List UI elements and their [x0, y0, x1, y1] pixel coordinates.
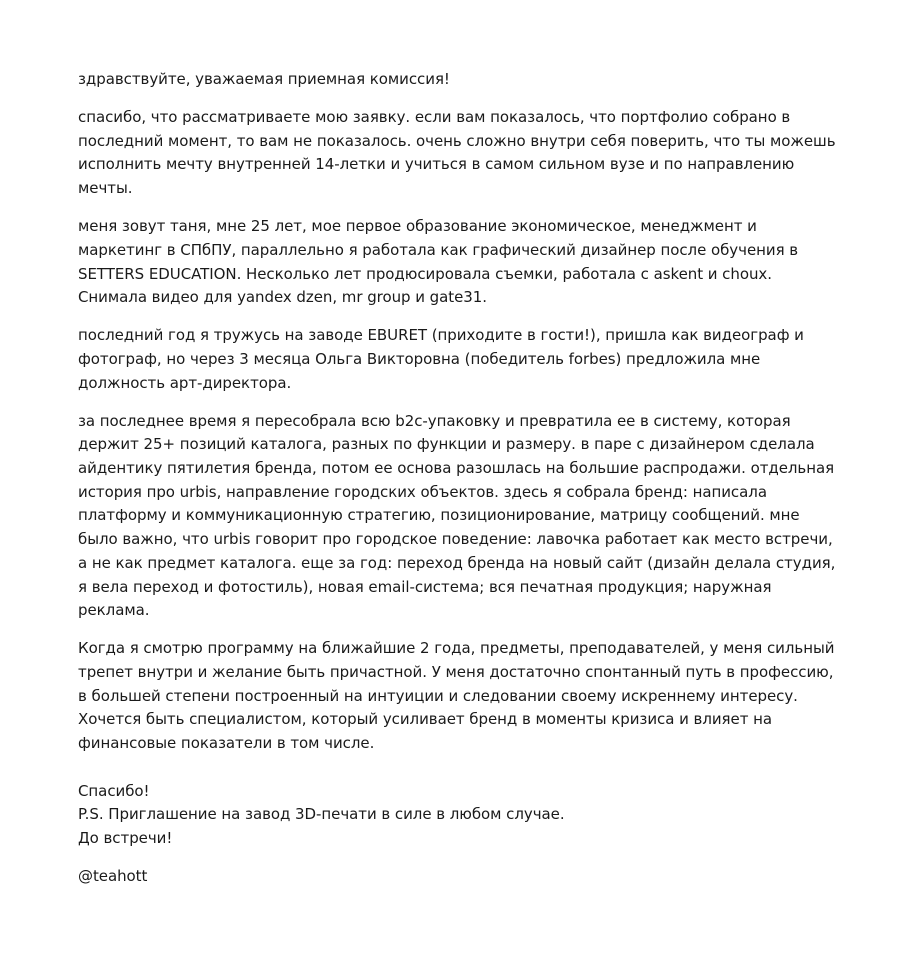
letter-signature: @teahott: [78, 866, 148, 885]
letter-paragraph: Когда я смотрю программу на ближайшие 2 года, предметы, преподавателей, у меня сильный трепет внутри и желание быть причастной. У меня достаточно спонтанный путь в профессию, в большей степени построенный на интуиции и следовании своему искреннему интересу. Хочется быть специалистом, который усиливает бренд в моменты кризиса и влияет на финансовые показатели в том числе.: [78, 639, 835, 753]
letter-paragraph: последний год я тружусь на заводе EBURET (приходите в гости!), пришла как видеограф и фотограф, но через 3 месяца Ольга Викторовна (победитель forbes) предложила мне должность арт-директора.: [78, 326, 804, 392]
letter-paragraph: спасибо, что рассматриваете мою заявку. если вам показалось, что портфолио собрано в последний момент, то вам не показалось. очень сложно внутри себя поверить, что ты можешь исполнить мечту внутренней 14-летки и учиться в самом сильном вузе и по направлению мечты.: [78, 108, 836, 198]
closing-postscript: P.S. Приглашение на завод 3D-печати в силе в любом случае.: [78, 805, 565, 824]
letter-paragraph: меня зовут таня, мне 25 лет, мое первое образование экономическое, менеджмент и маркетинг в СПбПУ, параллельно я работала как графический дизайнер после обучения в SETTERS EDUCATION. Несколько лет продюсировала съемки, работала с askent и choux. Снимала видео для yandex dzen, mr group и gate31.: [78, 217, 799, 307]
cover-letter: [78, 68, 838, 889]
letter-closing: [78, 780, 838, 851]
letter-greeting: здравствуйте, уважаемая приемная комиссия!: [78, 70, 450, 88]
closing-farewell: До встречи!: [78, 829, 173, 848]
letter-paragraph: за последнее время я пересобрала всю b2c-упаковку и превратила ее в систему, которая держит 25+ позиций каталога, разных по функции и размеру. в паре с дизайнером сделала айдентику пятилетия бренда, потом ее основа разошлась на большие распродажи. отдельная история про urbis, направление городских объектов. здесь я собрала бренд: написала платформу и коммуникационную стратегию, позиционирование, матрицу сообщений. мне было важно, что urbis говорит про городское поведение: лавочка работает как место встречи, а не как предмет каталога. еще за год: переход бренда на новый сайт (дизайн делала студия, я вела переход и фотостиль), новая email-система; вся печатная продукция; наружная реклама.: [78, 411, 836, 620]
closing-thanks: Спасибо!: [78, 781, 150, 800]
